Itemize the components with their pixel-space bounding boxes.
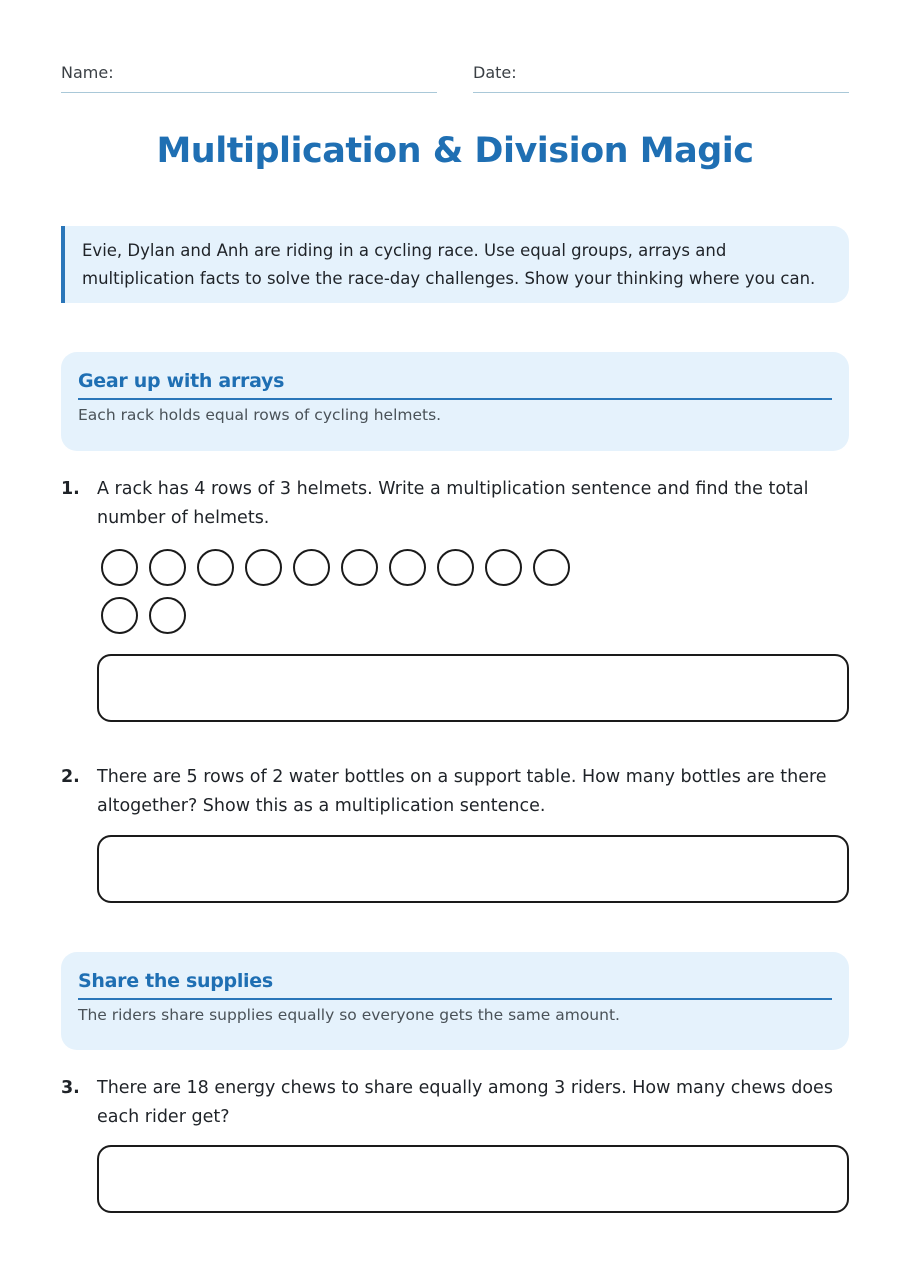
- question-text: There are 18 energy chews to share equally among 3 riders. How many chews does each rider get?: [97, 1078, 833, 1127]
- helmet-circle[interactable]: [101, 549, 138, 586]
- date-label: Date:: [473, 63, 517, 82]
- helmet-circle[interactable]: [149, 549, 186, 586]
- helmet-circle[interactable]: [341, 549, 378, 586]
- name-label: Name:: [61, 63, 114, 82]
- question-number: 2.: [61, 767, 80, 787]
- question-number: 1.: [61, 479, 80, 499]
- helmet-circle[interactable]: [485, 549, 522, 586]
- answer-box-1[interactable]: [97, 654, 849, 722]
- helmet-circle[interactable]: [197, 549, 234, 586]
- section-title: Share the supplies: [78, 970, 832, 1000]
- date-field[interactable]: [473, 62, 849, 93]
- answer-box-2[interactable]: [97, 835, 849, 903]
- helmet-circle[interactable]: [533, 549, 570, 586]
- question-number: 3.: [61, 1078, 80, 1098]
- section-supplies: [61, 952, 849, 1050]
- helmet-circle[interactable]: [293, 549, 330, 586]
- worksheet-title: Multiplication & Division Magic: [156, 131, 754, 171]
- section-subtitle: The riders share supplies equally so everyone gets the same amount.: [78, 1006, 620, 1024]
- student-fields: [61, 62, 849, 94]
- section-arrays: [61, 352, 849, 451]
- helmet-circle[interactable]: [101, 597, 138, 634]
- helmet-circle[interactable]: [437, 549, 474, 586]
- intro-callout: Evie, Dylan and Anh are riding in a cycling race. Use equal groups, arrays and multiplication facts to solve the race-day challenges. Show your thinking where you can.: [61, 226, 849, 303]
- question-text: There are 5 rows of 2 water bottles on a support table. How many bottles are there altogether? Show this as a multiplication sentence.: [97, 767, 827, 816]
- section-title: Gear up with arrays: [78, 370, 832, 400]
- helmet-circle[interactable]: [149, 597, 186, 634]
- name-field[interactable]: [61, 62, 437, 93]
- question-text: A rack has 4 rows of 3 helmets. Write a multiplication sentence and find the total number of helmets.: [97, 479, 809, 528]
- helmet-circle[interactable]: [389, 549, 426, 586]
- answer-box-3[interactable]: [97, 1145, 849, 1213]
- helmet-circle[interactable]: [245, 549, 282, 586]
- section-subtitle: Each rack holds equal rows of cycling helmets.: [78, 406, 442, 424]
